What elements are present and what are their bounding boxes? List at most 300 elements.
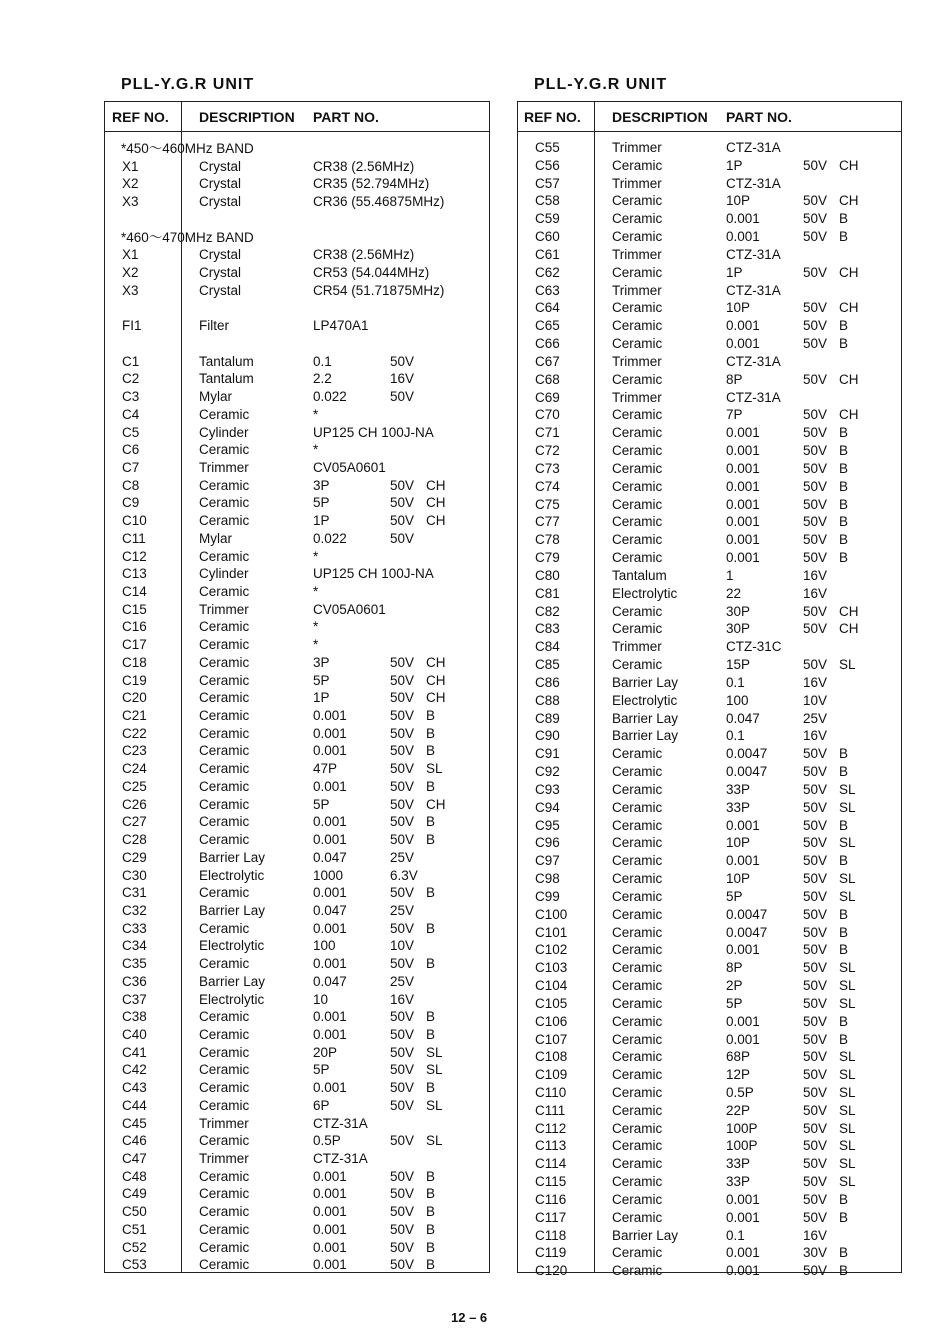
- ref-cell: C80: [535, 567, 560, 583]
- table-row: [518, 745, 901, 763]
- table-row: [105, 1008, 489, 1026]
- description-cell: Ceramic: [199, 778, 250, 794]
- part-no-cell: 0.001: [313, 778, 347, 794]
- description-cell: Ceramic: [612, 1263, 663, 1279]
- table-row: [518, 995, 901, 1013]
- table-row: [518, 139, 901, 157]
- part-no-cell: 100: [313, 938, 336, 954]
- part-no-cell: 0.001: [726, 1013, 760, 1029]
- voltage-cell: 50V: [390, 956, 415, 972]
- table-row: [518, 834, 901, 852]
- table-row: [105, 1185, 489, 1203]
- table-row: [518, 460, 901, 478]
- description-cell: Ceramic: [612, 425, 663, 441]
- description-cell: Ceramic: [612, 550, 663, 566]
- part-no-cell: 0.001: [313, 743, 347, 759]
- table-row: [105, 459, 489, 477]
- description-cell: Barrier Lay: [199, 973, 266, 989]
- part-no-cell: 0.001: [726, 817, 760, 833]
- table-row: [518, 335, 901, 353]
- voltage-cell: 50V: [803, 746, 828, 762]
- part-no-cell: 0.001: [726, 942, 760, 958]
- type-cell: SL: [426, 1062, 443, 1078]
- ref-cell: C92: [535, 764, 560, 780]
- ref-cell: C23: [122, 743, 147, 759]
- table-row: [105, 973, 489, 991]
- voltage-cell: 50V: [803, 995, 828, 1011]
- header-description: DESCRIPTION: [199, 109, 295, 125]
- table-row: [518, 656, 901, 674]
- part-no-cell: 0.1: [313, 353, 332, 369]
- ref-cell: C85: [535, 657, 560, 673]
- ref-cell: C107: [535, 1031, 568, 1047]
- table-row: [518, 781, 901, 799]
- part-no-cell: 2.2: [313, 371, 332, 387]
- voltage-cell: 10V: [803, 692, 828, 708]
- table-row: [105, 991, 489, 1009]
- type-cell: SL: [426, 1044, 443, 1060]
- ref-cell: C51: [122, 1221, 147, 1237]
- ref-cell: C99: [535, 888, 560, 904]
- voltage-cell: 50V: [390, 1080, 415, 1096]
- type-cell: SL: [839, 995, 856, 1011]
- table-row: [518, 1084, 901, 1102]
- type-cell: SL: [839, 871, 856, 887]
- band-heading: *450～460MHz BAND: [121, 141, 254, 156]
- voltage-cell: 16V: [803, 1227, 828, 1243]
- description-cell: Barrier Lay: [199, 849, 266, 865]
- description-cell: Trimmer: [199, 601, 249, 617]
- type-cell: CH: [839, 407, 859, 423]
- part-no-cell: 0.001: [726, 1191, 760, 1207]
- ref-cell: X2: [122, 265, 139, 281]
- part-no-cell: CV05A0601: [313, 601, 386, 617]
- type-cell: SL: [426, 761, 443, 777]
- ref-cell: C67: [535, 353, 560, 369]
- type-cell: B: [839, 764, 849, 780]
- part-no-cell: 0.001: [313, 1009, 347, 1025]
- table-row: [518, 763, 901, 781]
- ref-cell: C60: [535, 229, 560, 245]
- voltage-cell: 50V: [803, 781, 828, 797]
- ref-cell: C109: [535, 1067, 568, 1083]
- table-row: [105, 654, 489, 672]
- table-row: [105, 760, 489, 778]
- table-row: [105, 548, 489, 566]
- voltage-cell: 50V: [803, 942, 828, 958]
- part-no-cell: 68P: [726, 1049, 751, 1065]
- description-cell: Ceramic: [612, 318, 663, 334]
- part-no-cell: 0.1: [726, 1227, 745, 1243]
- ref-cell: C110: [535, 1084, 567, 1100]
- voltage-cell: 50V: [390, 796, 415, 812]
- table-row: [105, 884, 489, 902]
- ref-cell: C27: [122, 814, 147, 830]
- description-cell: Ceramic: [612, 1049, 663, 1065]
- part-no-cell: 5P: [313, 495, 330, 511]
- table-row: [518, 1066, 901, 1084]
- type-cell: B: [839, 924, 849, 940]
- description-cell: Ceramic: [199, 619, 250, 635]
- ref-cell: C90: [535, 728, 560, 744]
- description-cell: Ceramic: [612, 835, 663, 851]
- table-header: [105, 102, 489, 132]
- table-row: [518, 959, 901, 977]
- type-cell: CH: [426, 495, 446, 511]
- header-part-no: PART NO.: [726, 109, 792, 125]
- table-row: [105, 1150, 489, 1168]
- type-cell: B: [839, 496, 849, 512]
- voltage-cell: 50V: [390, 672, 415, 688]
- ref-cell: C14: [122, 584, 147, 599]
- voltage-cell: 50V: [803, 550, 828, 566]
- type-cell: SL: [426, 1097, 443, 1113]
- ref-cell: X1: [122, 247, 139, 263]
- part-no-cell: 1P: [726, 157, 743, 173]
- type-cell: B: [839, 318, 849, 334]
- part-no-cell: 8P: [726, 371, 743, 387]
- left-unit-title: PLL-Y.G.R UNIT: [121, 76, 255, 93]
- ref-cell: C68: [535, 371, 560, 387]
- right-unit-title: PLL-Y.G.R UNIT: [534, 76, 668, 93]
- table-row: [105, 725, 489, 743]
- table-row: [105, 601, 489, 619]
- table-row: [105, 370, 489, 388]
- part-no-cell: 1: [726, 567, 734, 583]
- part-no-cell: 0.001: [726, 514, 760, 530]
- description-cell: Tantalum: [612, 567, 667, 583]
- part-no-cell: 0.047: [726, 710, 760, 726]
- description-cell: Barrier Lay: [612, 674, 679, 690]
- description-cell: Tantalum: [199, 353, 254, 369]
- voltage-cell: 50V: [390, 761, 415, 777]
- part-no-cell: 20P: [313, 1044, 338, 1060]
- ref-cell: C63: [535, 282, 560, 298]
- part-no-cell: CTZ-31A: [313, 1115, 368, 1131]
- ref-cell: C70: [535, 407, 560, 423]
- table-header: [518, 102, 901, 132]
- voltage-cell: 16V: [390, 991, 415, 1007]
- part-no-cell: 3P: [313, 654, 330, 670]
- voltage-cell: 50V: [803, 978, 828, 993]
- table-row: [518, 906, 901, 924]
- table-row: [518, 1244, 901, 1262]
- type-cell: B: [839, 460, 849, 476]
- table-row: [518, 531, 901, 549]
- description-cell: Ceramic: [199, 1257, 250, 1273]
- type-cell: CH: [426, 654, 446, 670]
- voltage-cell: 50V: [803, 924, 828, 940]
- description-cell: Ceramic: [199, 690, 250, 706]
- description-cell: Ceramic: [199, 1080, 250, 1096]
- part-no-cell: 0.001: [313, 1257, 347, 1273]
- table-row: [105, 229, 489, 247]
- voltage-cell: 50V: [803, 371, 828, 387]
- voltage-cell: 50V: [803, 425, 828, 441]
- ref-cell: C59: [535, 211, 560, 227]
- type-cell: B: [426, 1186, 436, 1202]
- ref-cell: C33: [122, 920, 147, 936]
- voltage-cell: 50V: [803, 1138, 828, 1154]
- table-row: [518, 246, 901, 264]
- voltage-cell: 50V: [803, 264, 828, 280]
- table-row: [105, 388, 489, 406]
- part-no-cell: CR38 (2.56MHz): [313, 158, 415, 174]
- table-row: [518, 941, 901, 959]
- voltage-cell: 50V: [803, 336, 828, 352]
- description-cell: Ceramic: [199, 1044, 250, 1060]
- ref-cell: C47: [122, 1151, 147, 1167]
- part-no-cell: 12P: [726, 1067, 751, 1083]
- description-cell: Ceramic: [199, 477, 250, 493]
- voltage-cell: 50V: [390, 477, 415, 493]
- description-cell: Ceramic: [612, 371, 663, 387]
- part-no-cell: 8P: [726, 960, 743, 976]
- voltage-cell: 50V: [803, 300, 828, 316]
- part-no-cell: 0.047: [313, 902, 347, 918]
- description-cell: Ceramic: [612, 1067, 663, 1083]
- part-no-cell: 0.001: [313, 1168, 347, 1184]
- ref-cell: C19: [122, 672, 147, 688]
- table-row: [518, 228, 901, 246]
- part-no-cell: *: [313, 442, 319, 458]
- part-no-cell: 0.001: [726, 229, 760, 245]
- part-no-cell: 0.001: [726, 460, 760, 476]
- part-no-cell: 0.001: [313, 832, 347, 848]
- description-cell: Ceramic: [612, 960, 663, 976]
- voltage-cell: 50V: [803, 1084, 828, 1100]
- description-cell: Ceramic: [612, 888, 663, 904]
- ref-cell: C18: [122, 654, 147, 670]
- type-cell: CH: [839, 371, 859, 387]
- voltage-cell: 50V: [803, 906, 828, 922]
- ref-cell: FI1: [122, 318, 142, 334]
- voltage-cell: 50V: [803, 817, 828, 833]
- description-cell: Ceramic: [199, 885, 250, 901]
- voltage-cell: 50V: [803, 407, 828, 423]
- part-no-cell: 33P: [726, 799, 751, 815]
- part-no-cell: 3P: [313, 477, 330, 493]
- voltage-cell: 25V: [390, 902, 415, 918]
- description-cell: Ceramic: [612, 1245, 663, 1261]
- part-no-cell: 0.001: [726, 443, 760, 459]
- part-no-cell: 0.5P: [726, 1084, 754, 1100]
- ref-cell: C97: [535, 853, 560, 869]
- voltage-cell: 16V: [803, 674, 828, 690]
- voltage-cell: 50V: [390, 1097, 415, 1113]
- table-row: [518, 1031, 901, 1049]
- voltage-cell: 50V: [803, 1174, 828, 1190]
- voltage-cell: 50V: [803, 460, 828, 476]
- type-cell: CH: [426, 690, 446, 706]
- description-cell: Ceramic: [199, 708, 250, 724]
- table-row: [105, 937, 489, 955]
- table-row: [105, 778, 489, 796]
- ref-cell: C96: [535, 835, 560, 851]
- type-cell: B: [839, 514, 849, 530]
- voltage-cell: 50V: [803, 853, 828, 869]
- table-row: [105, 955, 489, 973]
- type-cell: CH: [839, 157, 859, 173]
- ref-cell: C41: [122, 1044, 147, 1060]
- voltage-cell: 50V: [803, 229, 828, 245]
- ref-cell: C3: [122, 389, 140, 405]
- ref-cell: C83: [535, 621, 560, 637]
- voltage-cell: 50V: [390, 389, 415, 405]
- part-no-cell: 0.001: [726, 532, 760, 548]
- table-row: [105, 282, 489, 300]
- description-cell: Ceramic: [612, 229, 663, 245]
- part-no-cell: 0.001: [313, 814, 347, 830]
- voltage-cell: 10V: [390, 938, 415, 954]
- description-cell: Trimmer: [612, 389, 662, 405]
- description-cell: Ceramic: [612, 871, 663, 887]
- voltage-cell: 50V: [803, 1013, 828, 1029]
- voltage-cell: 50V: [803, 1209, 828, 1225]
- description-cell: Ceramic: [612, 746, 663, 762]
- part-no-cell: 0.001: [726, 211, 760, 227]
- description-cell: Ceramic: [199, 920, 250, 936]
- description-cell: Ceramic: [612, 995, 663, 1011]
- part-no-cell: CTZ-31A: [726, 389, 781, 405]
- ref-cell: C12: [122, 548, 147, 564]
- description-cell: Ceramic: [612, 924, 663, 940]
- table-row: [105, 565, 489, 583]
- part-no-cell: 5P: [313, 1062, 330, 1078]
- type-cell: B: [426, 708, 436, 724]
- type-cell: B: [426, 1257, 436, 1273]
- table-row: [518, 1173, 901, 1191]
- description-cell: Ceramic: [199, 1221, 250, 1237]
- part-no-cell: CR38 (2.56MHz): [313, 247, 415, 263]
- ref-cell: C101: [535, 924, 568, 940]
- description-cell: Electrolytic: [612, 585, 678, 601]
- table-row: [105, 246, 489, 264]
- part-no-cell: 5P: [726, 995, 743, 1011]
- voltage-cell: 50V: [390, 920, 415, 936]
- ref-cell: C69: [535, 389, 560, 405]
- ref-cell: C40: [122, 1027, 147, 1042]
- table-row: [518, 852, 901, 870]
- ref-cell: C108: [535, 1049, 568, 1065]
- type-cell: SL: [839, 1084, 856, 1100]
- ref-cell: C55: [535, 140, 560, 155]
- description-cell: Mylar: [199, 389, 232, 405]
- part-no-cell: 0.001: [313, 1027, 347, 1042]
- table-row: [518, 496, 901, 514]
- ref-cell: C119: [535, 1245, 567, 1261]
- voltage-cell: 50V: [803, 603, 828, 619]
- voltage-cell: 50V: [803, 1120, 828, 1136]
- table-row: [105, 140, 489, 158]
- type-cell: B: [426, 885, 436, 901]
- description-cell: Ceramic: [612, 496, 663, 512]
- description-cell: Ceramic: [199, 1186, 250, 1202]
- type-cell: B: [839, 1031, 849, 1047]
- ref-cell: C73: [535, 460, 560, 476]
- part-no-cell: 0.001: [726, 1263, 760, 1279]
- ref-cell: X3: [122, 282, 139, 298]
- ref-cell: C58: [535, 193, 560, 209]
- voltage-cell: 50V: [803, 1156, 828, 1172]
- table-row: [518, 282, 901, 300]
- description-cell: Ceramic: [199, 672, 250, 688]
- voltage-cell: 50V: [390, 778, 415, 794]
- description-cell: Ceramic: [199, 832, 250, 848]
- type-cell: B: [839, 443, 849, 459]
- ref-cell: C93: [535, 781, 560, 797]
- table-row: [105, 831, 489, 849]
- ref-cell: C65: [535, 318, 560, 334]
- ref-cell: C89: [535, 710, 560, 726]
- voltage-cell: 50V: [803, 532, 828, 548]
- voltage-cell: 50V: [803, 764, 828, 780]
- ref-cell: C78: [535, 532, 560, 548]
- ref-cell: C37: [122, 991, 147, 1007]
- part-no-cell: 33P: [726, 1174, 751, 1190]
- description-cell: Ceramic: [199, 584, 250, 599]
- table-row: [105, 618, 489, 636]
- description-cell: Trimmer: [612, 175, 662, 191]
- table-row: [518, 406, 901, 424]
- ref-cell: X1: [122, 158, 139, 174]
- table-row: [518, 1013, 901, 1031]
- part-no-cell: 0.001: [726, 550, 760, 566]
- part-no-cell: 5P: [313, 672, 330, 688]
- table-row: [518, 977, 901, 995]
- part-no-cell: 0.001: [313, 708, 347, 724]
- part-no-cell: 22P: [726, 1102, 751, 1118]
- type-cell: SL: [839, 835, 856, 851]
- description-cell: Ceramic: [199, 1239, 250, 1255]
- description-cell: Ceramic: [199, 1133, 250, 1149]
- ref-cell: C50: [122, 1204, 147, 1220]
- type-cell: SL: [839, 1102, 856, 1118]
- ref-cell: C82: [535, 603, 560, 619]
- voltage-cell: 50V: [390, 885, 415, 901]
- part-no-cell: 100P: [726, 1120, 758, 1136]
- table-row: [105, 796, 489, 814]
- ref-cell: C114: [535, 1156, 567, 1172]
- description-cell: Ceramic: [199, 513, 250, 529]
- table-row: [518, 1262, 901, 1280]
- part-no-cell: 0.001: [726, 318, 760, 334]
- table-row: [518, 585, 901, 603]
- ref-cell: C45: [122, 1115, 147, 1131]
- ref-cell: C35: [122, 956, 147, 972]
- description-cell: Ceramic: [612, 1013, 663, 1029]
- voltage-cell: 50V: [390, 530, 415, 546]
- part-no-cell: 1P: [313, 690, 330, 706]
- description-cell: Ceramic: [612, 211, 663, 227]
- description-cell: Ceramic: [199, 725, 250, 741]
- ref-cell: C117: [535, 1209, 567, 1225]
- ref-cell: C10: [122, 513, 147, 529]
- description-cell: Ceramic: [612, 1138, 663, 1154]
- table-row: [105, 193, 489, 211]
- voltage-cell: 50V: [390, 1257, 415, 1273]
- voltage-cell: 16V: [803, 728, 828, 744]
- ref-cell: C30: [122, 867, 147, 883]
- description-cell: Ceramic: [612, 1191, 663, 1207]
- description-cell: Ceramic: [612, 1209, 663, 1225]
- table-row: [105, 1203, 489, 1221]
- ref-cell: C103: [535, 960, 568, 976]
- type-cell: B: [839, 336, 849, 352]
- part-no-cell: 0.022: [313, 530, 347, 546]
- part-no-cell: *: [313, 406, 319, 422]
- type-cell: B: [426, 1027, 436, 1042]
